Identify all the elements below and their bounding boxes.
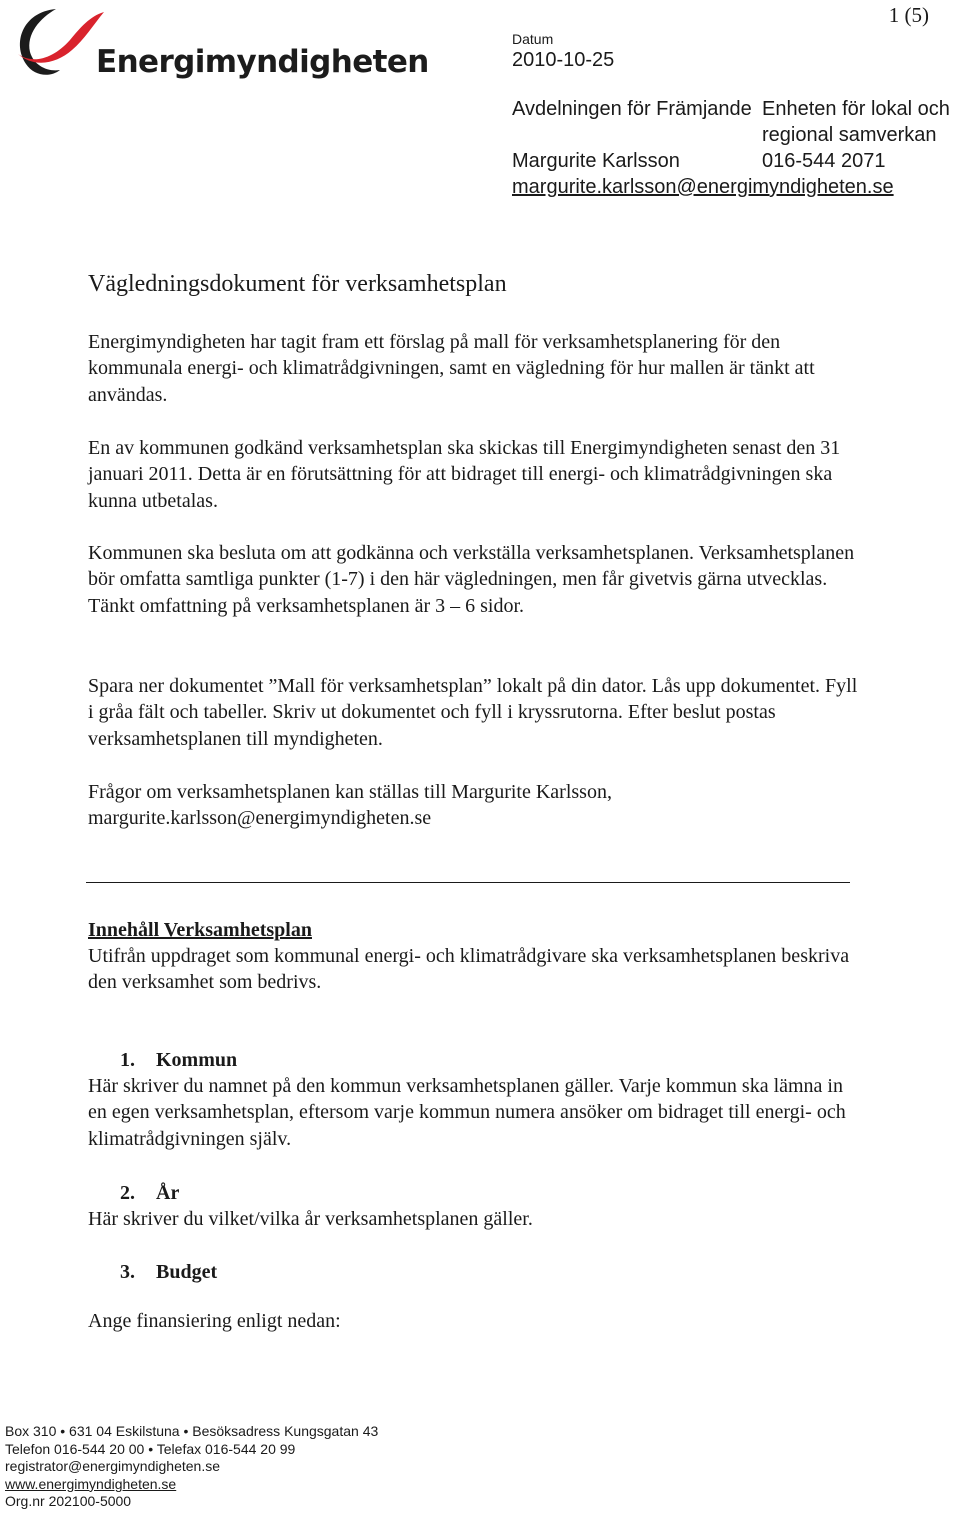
budget-intro: Ange finansiering enligt nedan: (88, 1310, 341, 1332)
datum-value: 2010-10-25 (512, 49, 615, 71)
decision-paragraph (88, 540, 858, 619)
datum-label: Datum (512, 31, 554, 47)
section-title: Budget (156, 1261, 218, 1283)
paragraph-text: Spara ner dokumentet ”Mall för verksamhetsplan” lokalt på din dator. Lås upp dokumentet. Fyll i gråa fält och tabeller. Skriv ut dokumentet och fyll i kryssrutorna. Efter beslut postas verksamhetsplanen till myndigheten. (88, 675, 858, 750)
instructions-paragraph (88, 673, 858, 752)
department-label: Avdelningen för Främjande (512, 98, 752, 120)
section-title: År (156, 1182, 180, 1204)
section-title: Kommun (156, 1049, 238, 1071)
contact-email-link[interactable]: margurite.karlsson@energimyndigheten.se (512, 176, 894, 198)
footer-address: Box 310 • 631 04 Eskilstuna • Besöksadress Kungsgatan 43 (5, 1423, 379, 1439)
footer-orgnr: Org.nr 202100-5000 (5, 1493, 132, 1510)
document-title: Vägledningsdokument för verksamhetsplan (88, 271, 507, 297)
section-number: 1. (120, 1049, 135, 1071)
section-heading-ar (120, 1180, 179, 1206)
paragraph-text: En av kommunen godkänd verksamhetsplan ska skickas till Energimyndigheten senast den 31 januari 2011. Detta är en förutsättning för att bidraget till energi- och klimatrådgivningen ska kunna utbetalas. (88, 437, 841, 512)
footer-email: registrator@energimyndigheten.se (5, 1458, 220, 1475)
divider-line (86, 882, 850, 883)
paragraph-text: Frågor om verksamhetsplanen kan ställas till Margurite Karlsson, margurite.karlsson@energimyndigheten.se (88, 781, 612, 830)
footer-phone: Telefon 016-544 20 00 • Telefax 016-544 20 99 (5, 1440, 296, 1457)
paragraph-text: Energimyndigheten har tagit fram ett förslag på mall för verksamhetsplanering för den kommunala energi- och klimatrådgivningen, samt en vägledning för hur mallen är tänkt att användas. (88, 331, 815, 406)
intro-paragraph (88, 329, 858, 408)
section-heading-budget (120, 1259, 217, 1285)
footer-website-link[interactable]: www.energimyndigheten.se (5, 1475, 177, 1492)
innehall-text: Utifrån uppdraget som kommunal energi- och klimatrådgivare ska verksamhetsplanen beskriva den verksamhet som bedrivs. (88, 945, 850, 994)
questions-paragraph (88, 779, 858, 832)
contact-phone: 016-544 2071 (762, 150, 886, 172)
section-number: 2. (120, 1182, 135, 1204)
energimyndigheten-logo (12, 4, 429, 90)
paragraph-text: Kommunen ska besluta om att godkänna och verkställa verksamhetsplanen. Verksamhetsplanen bör omfatta samtliga punkter (1-7) i den här vägledningen, men får givetvis gärna utvecklas. Tänkt omfattning på verksamhetsplanen är 3 – 6 sidor. (88, 542, 855, 617)
section-number: 3. (120, 1261, 135, 1283)
unit-label: Enheten för lokal och regional samverkan (762, 98, 950, 146)
contact-name: Margurite Karlsson (512, 150, 680, 172)
section-heading-kommun (120, 1047, 237, 1073)
innehall-heading: Innehåll Verksamhetsplan (88, 919, 312, 941)
page-number: 1 (5) (888, 3, 929, 27)
section-text-ar: Här skriver du vilket/vilka år verksamhetsplanen gäller. (88, 1208, 533, 1230)
logo-wordmark: Energimyndigheten (96, 44, 429, 80)
deadline-paragraph (88, 435, 858, 514)
section-text-kommun: Här skriver du namnet på den kommun verksamhetsplanen gäller. Varje kommun ska lämna in en egen verksamhetsplan, eftersom varje kommun numera ansöker om bidraget till energi- och klimatrådgivningen själv. (88, 1075, 846, 1150)
